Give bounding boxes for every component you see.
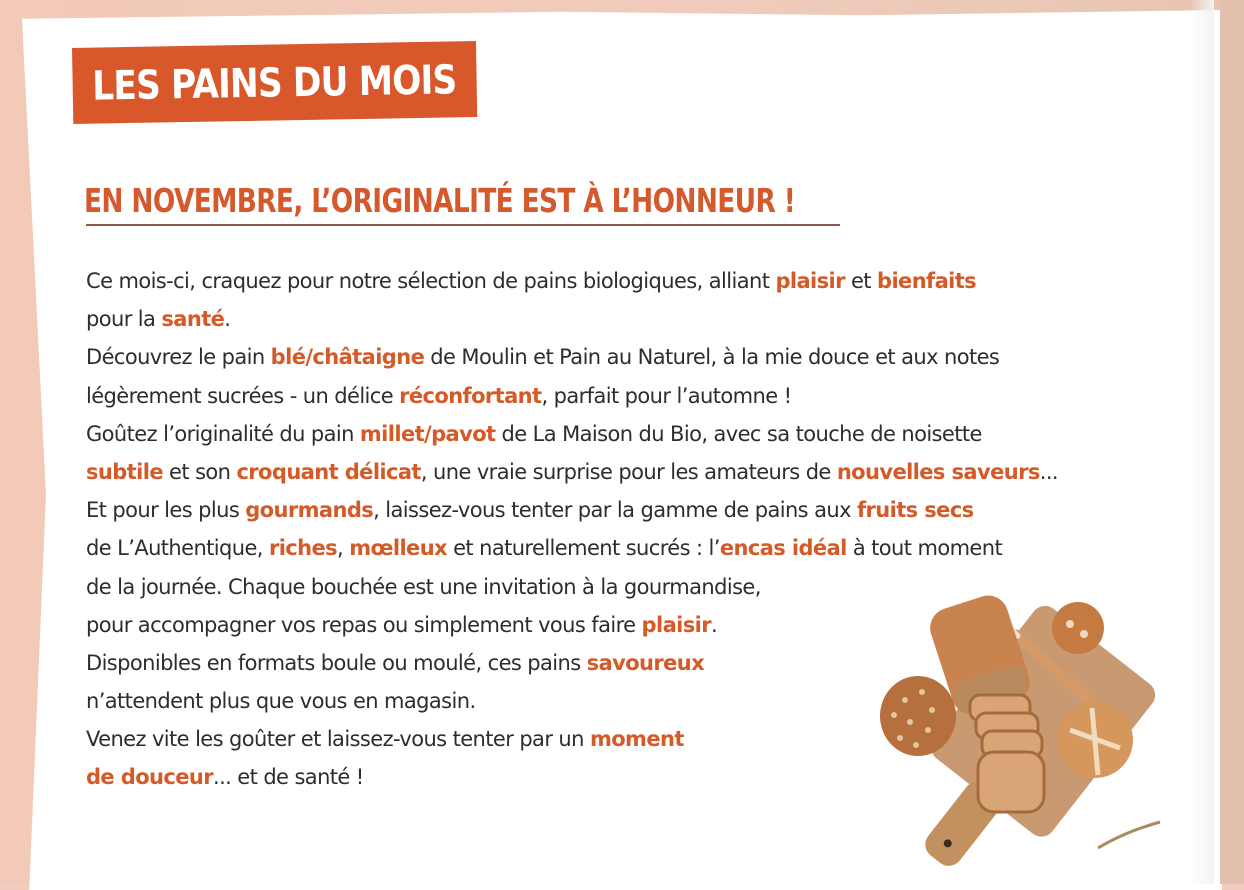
highlighted-word: gourmands [245,498,374,523]
highlighted-word: de douceur [86,765,213,790]
text-segment: et son [162,459,237,484]
highlighted-word: bienfaits [877,269,977,293]
text-line [86,415,1176,453]
text-segment: et [844,269,878,293]
highlighted-word: mœlleux [349,536,447,561]
text-line [86,377,1176,415]
text-segment: de la journée. Chaque bouchée est une invitation à la gourmandise, [86,574,761,599]
text-segment: . [224,307,231,332]
text-line [86,453,1176,491]
subtitle-text: EN NOVEMBRE, L’ORIGINALITÉ EST À L’HONNEUR ! [84,181,796,220]
subtitle-heading [84,182,844,220]
text-segment: , laissez-vous tenter par la gamme de pains aux [373,498,857,523]
text-segment: et naturellement sucrés : l’ [447,536,720,561]
text-line [86,262,1176,300]
highlighted-word: encas idéal [719,536,847,561]
text-line [86,491,1176,529]
highlighted-word: savoureux [586,650,705,675]
text-line [86,300,1176,338]
text-segment: de Moulin et Pain au Naturel, à la mie douce et aux notes [424,345,1000,370]
text-segment: , parfait pour l’automne ! [541,383,792,408]
highlighted-word: subtile [86,459,163,484]
highlighted-word: santé [161,307,225,332]
text-line [86,529,1176,567]
text-segment: . [711,612,718,637]
text-segment: Ce mois-ci, craquez pour notre sélection de pains biologiques, alliant [86,269,776,293]
text-segment: ... [1039,459,1058,484]
highlighted-word: riches [268,536,338,561]
bread-board-icon [870,580,1190,880]
text-segment: légèrement sucrées - un délice [86,383,400,408]
text-segment: Disponibles en formats boule ou moulé, ces pains [86,650,587,675]
banner-title: LES PAINS DU MOIS [92,57,458,110]
highlighted-word: plaisir [775,269,845,293]
text-segment: Goûtez l’originalité du pain [86,421,360,446]
highlighted-word: moment [589,727,684,752]
text-segment: ... et de santé ! [213,765,364,790]
text-segment: Et pour les plus [86,498,246,523]
highlighted-word: réconfortant [399,383,542,408]
text-segment: n’attendent plus que vous en magasin. [86,689,476,714]
title-banner [72,41,477,124]
text-segment: pour accompagner vos repas ou simplement vous faire [86,612,642,637]
text-segment: pour la [86,307,162,332]
text-segment: , une vraie surprise pour les amateurs de [420,459,837,484]
text-segment: Venez vite les goûter et laissez-vous tenter par un [86,727,590,752]
highlighted-word: blé/châtaigne [270,345,425,370]
highlighted-word: plaisir [641,612,712,637]
highlighted-word: nouvelles saveurs [836,459,1040,484]
text-segment: à tout moment [846,536,1003,561]
paper-edge-shadow [1190,0,1214,884]
right-background-strip [1220,0,1244,884]
highlighted-word: fruits secs [856,498,974,523]
text-segment: , [337,536,350,561]
highlighted-word: millet/pavot [359,421,496,446]
text-segment: Découvrez le pain [86,345,271,370]
text-line [86,338,1176,376]
subtitle-underline [86,224,840,226]
text-segment: de L’Authentique, [86,536,269,561]
text-segment: de La Maison du Bio, avec sa touche de noisette [495,421,982,446]
highlighted-word: croquant délicat [236,459,421,484]
